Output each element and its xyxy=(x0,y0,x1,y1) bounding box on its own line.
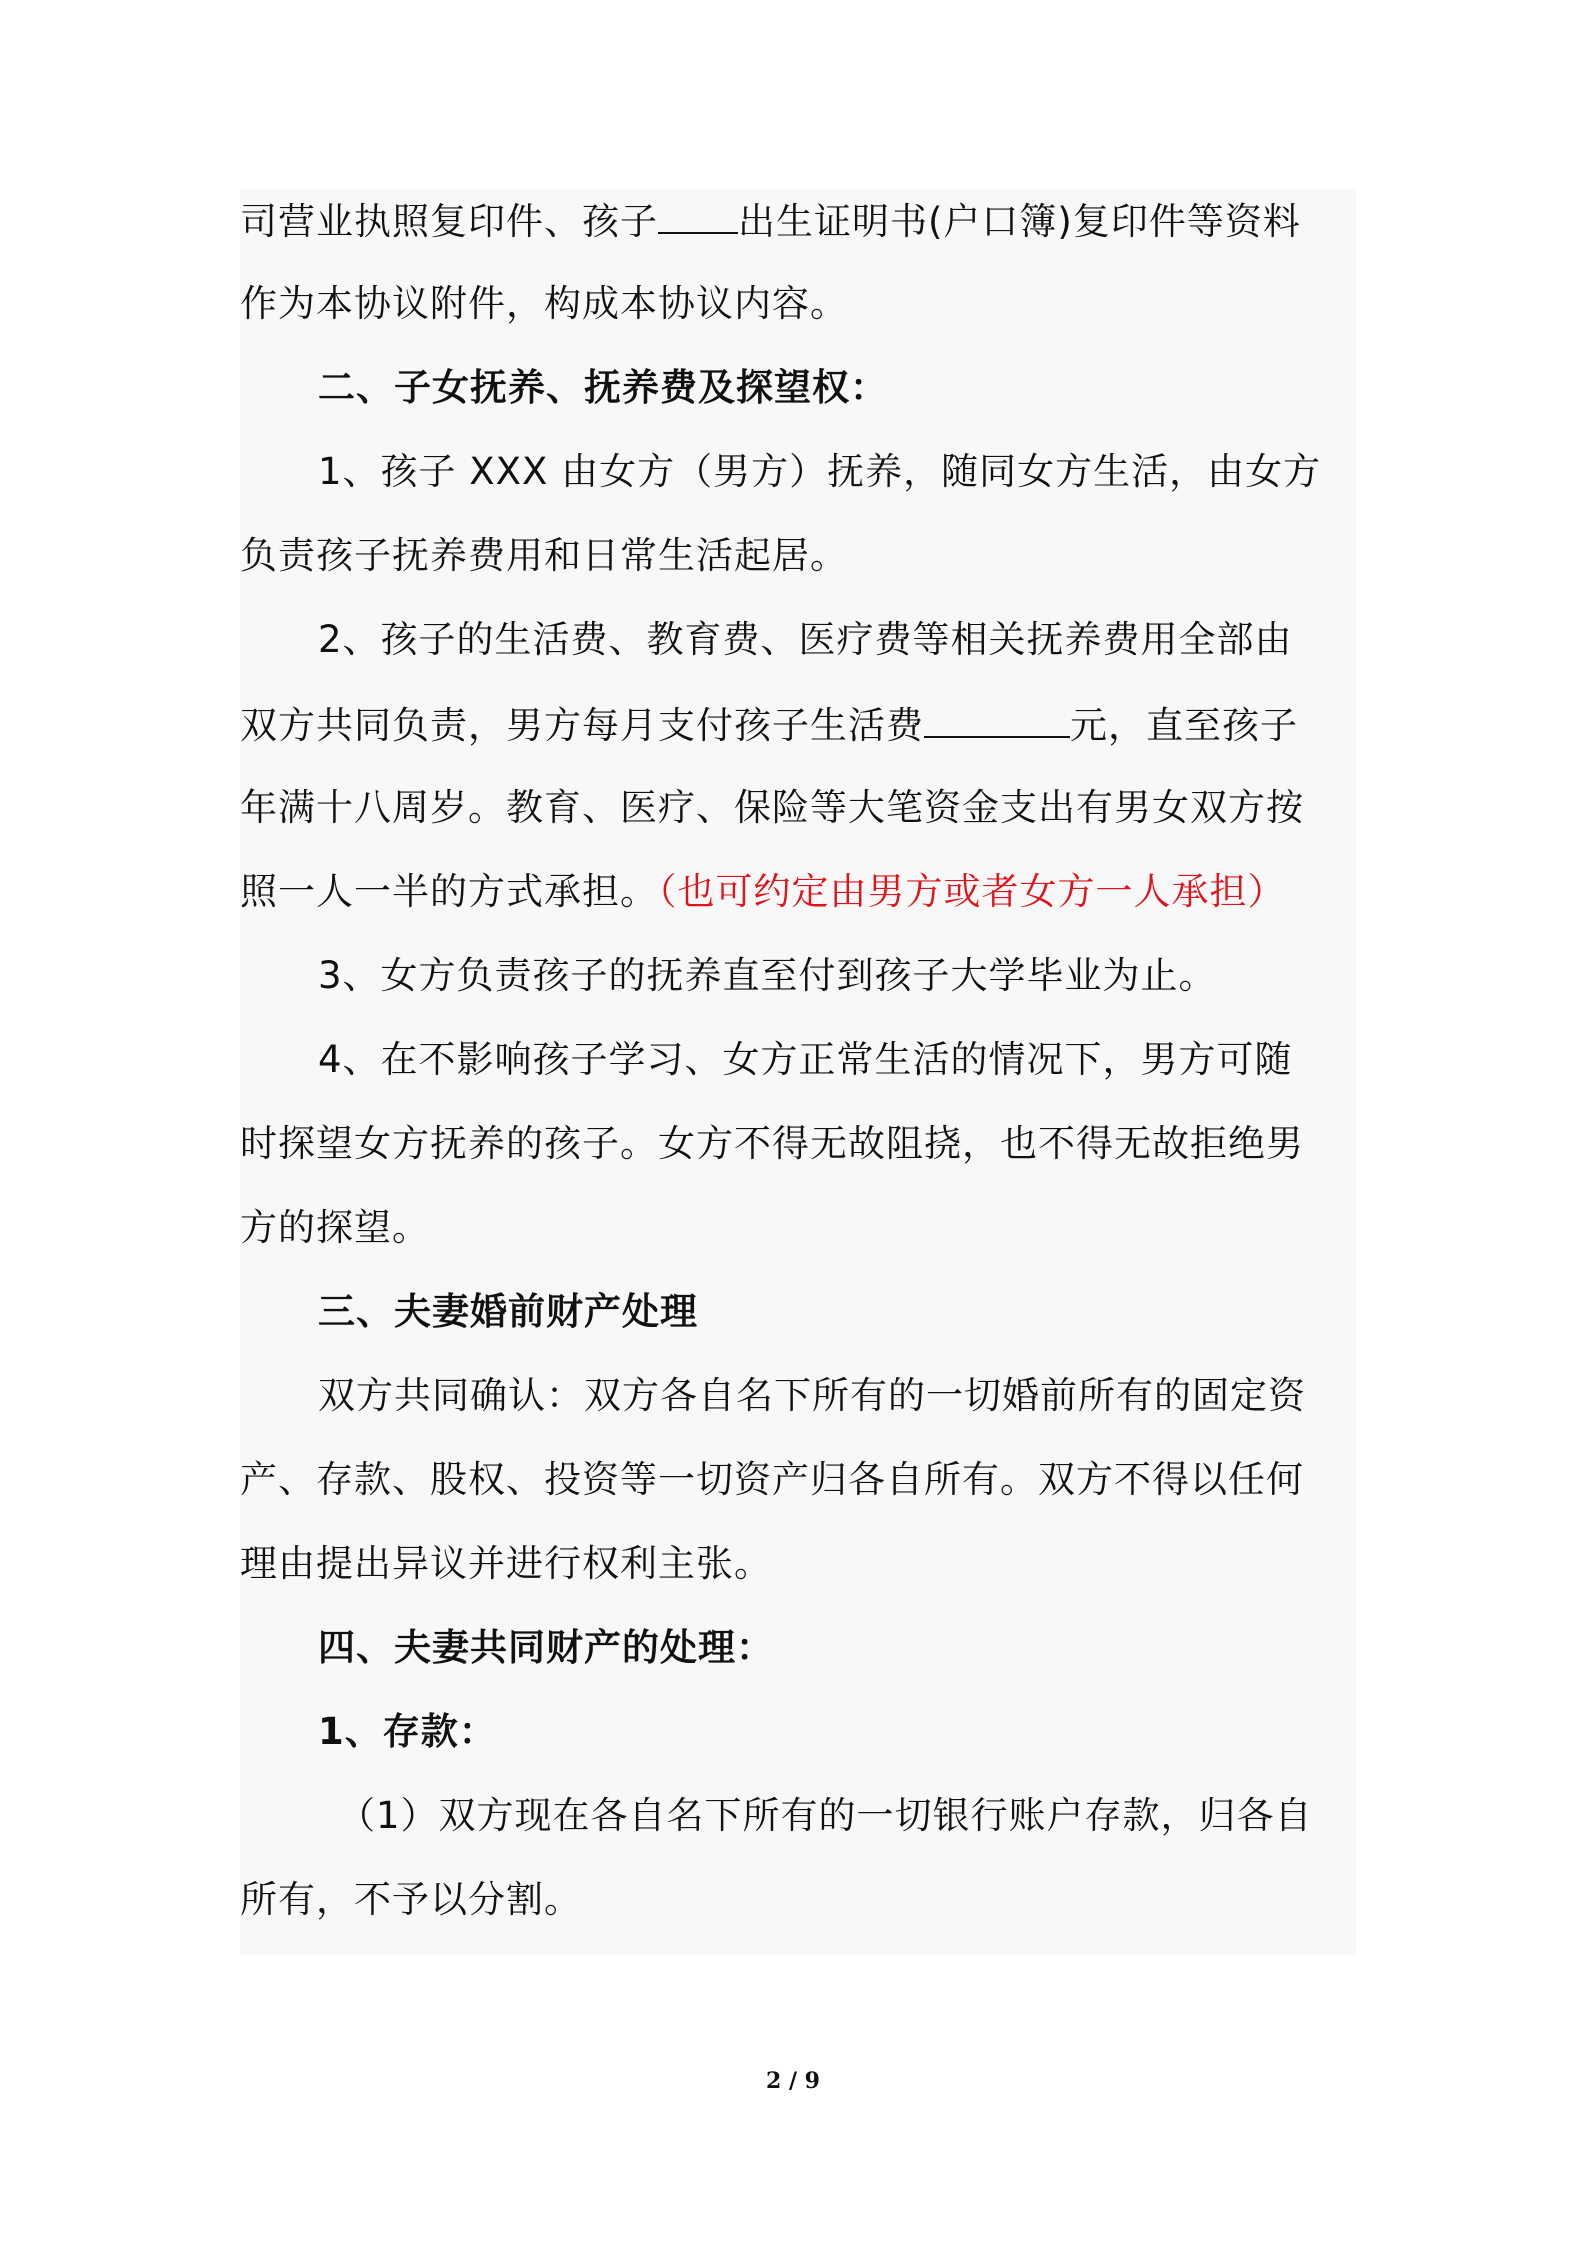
paragraph-line: 1、孩子 XXX 由女方（男方）抚养，随同女方生活，由女方 xyxy=(318,450,1322,493)
section-heading: 四、夫妻共同财产的处理： xyxy=(318,1626,774,1669)
paragraph-line: 年满十八周岁。教育、医疗、保险等大笔资金支出有男女双方按 xyxy=(240,786,1304,829)
red-note: （也可约定由男方或者女方一人承担） xyxy=(658,870,1286,913)
fill-in-blank xyxy=(924,694,1070,738)
section-heading: 二、子女抚养、抚养费及探望权： xyxy=(318,366,888,409)
paragraph-line: 4、在不影响孩子学习、女方正常生活的情况下，男方可随 xyxy=(318,1038,1293,1081)
paragraph-line: 理由提出异议并进行权利主张。 xyxy=(240,1542,772,1585)
paragraph-line: 时探望女方抚养的孩子。女方不得无故阻挠，也不得无故拒绝男 xyxy=(240,1122,1304,1165)
paragraph-line: 司营业执照复印件、孩子 出生证明书(户口簿)复印件等资料 xyxy=(240,190,1301,250)
paragraph-line: 负责孩子抚养费用和日常生活起居。 xyxy=(240,534,848,577)
page-number: 2 / 9 xyxy=(766,2068,820,2094)
section-heading: 三、夫妻婚前财产处理 xyxy=(318,1290,698,1333)
paragraph-line: 2、孩子的生活费、教育费、医疗费等相关抚养费用全部由 xyxy=(318,618,1293,661)
fill-in-blank xyxy=(658,190,738,234)
paragraph-line: 双方共同负责，男方每月支付孩子生活费 元，直至孩子 xyxy=(240,694,1298,754)
paragraph-line: 所有，不予以分割。 xyxy=(240,1878,582,1921)
paragraph-line: 产、存款、股权、投资等一切资产归各自所有。双方不得以任何 xyxy=(240,1458,1304,1501)
paragraph-line: 作为本协议附件，构成本协议内容。 xyxy=(240,282,848,325)
paragraph-line: 照一人一半的方式承担。（也可约定由男方或者女方一人承担） xyxy=(240,870,1286,913)
paragraph-line: 3、女方负责孩子的抚养直至付到孩子大学毕业为止。 xyxy=(318,954,1217,997)
subsection-heading: 1、存款： xyxy=(318,1710,497,1753)
document-body xyxy=(240,190,1356,1955)
paragraph-line: 方的探望。 xyxy=(240,1206,430,1249)
paragraph-line: 双方共同确认：双方各自名下所有的一切婚前所有的固定资 xyxy=(318,1374,1306,1417)
paragraph-line: （1）双方现在各自名下所有的一切银行账户存款，归各自 xyxy=(338,1794,1313,1837)
